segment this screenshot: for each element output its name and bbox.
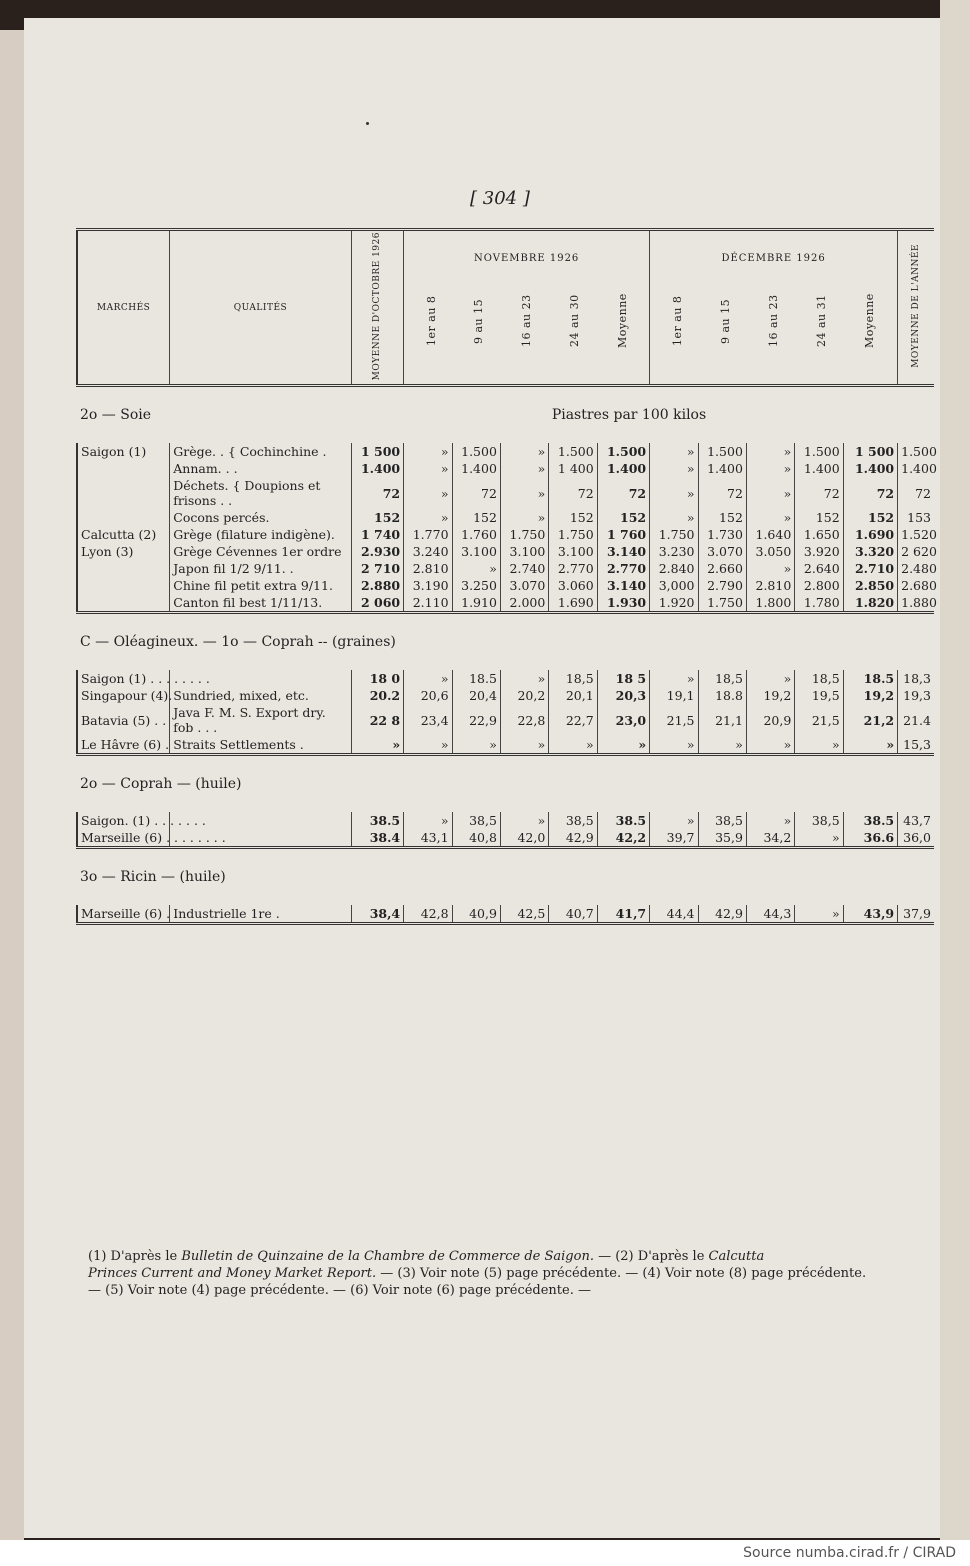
value-cell: 1 500 [843, 443, 897, 460]
quality-cell: Java F. M. S. Export dry. fob . . . [170, 704, 351, 736]
table-row [77, 509, 934, 526]
value-cell: 22,8 [500, 704, 548, 736]
value-cell: 2 620 [898, 543, 934, 560]
value-cell: 21.4 [898, 704, 934, 736]
value-cell: 19,3 [898, 687, 934, 704]
table-body [77, 386, 937, 924]
value-cell: 72 [795, 477, 843, 509]
value-cell: » [597, 736, 649, 755]
value-cell: 42,9 [549, 829, 597, 848]
value-cell: » [650, 443, 698, 460]
value-cell: 3.920 [795, 543, 843, 560]
nov-period: 16 au 23 [520, 294, 534, 348]
value-cell: 1.820 [843, 594, 897, 613]
value-cell: 18 5 [597, 670, 649, 687]
value-cell: 22,9 [452, 704, 500, 736]
value-cell: 3.100 [500, 543, 548, 560]
value-cell: 152 [351, 509, 403, 526]
nov-period: 9 au 15 [472, 298, 486, 344]
quality-cell: Grège. . { Cochinchine . [170, 443, 351, 460]
value-cell: 2.930 [351, 543, 403, 560]
value-cell: 19,2 [843, 687, 897, 704]
table-row [77, 670, 934, 687]
value-cell: 43,9 [843, 905, 897, 924]
header-decembre [650, 230, 898, 386]
value-cell: 1.750 [549, 526, 597, 543]
value-cell: 72 [549, 477, 597, 509]
value-cell: 38.5 [597, 812, 649, 829]
quality-cell: Canton fil best 1/11/13. [170, 594, 351, 613]
value-cell: 72 [898, 477, 934, 509]
value-cell: 19,5 [795, 687, 843, 704]
value-cell: » [795, 829, 843, 848]
value-cell: 1.500 [452, 443, 500, 460]
value-cell: 2.790 [698, 577, 746, 594]
value-cell: 3.060 [549, 577, 597, 594]
value-cell: 23,0 [597, 704, 649, 736]
value-cell: 1 760 [597, 526, 649, 543]
value-cell: 2 060 [351, 594, 403, 613]
value-cell: » [746, 736, 794, 755]
dec-period: 9 au 15 [718, 298, 732, 344]
header-qualites: QUALITÉS [170, 230, 351, 386]
section-title: C — Oléagineux. — 1o — Coprah -- (graines) [80, 634, 396, 651]
market-cell [77, 509, 170, 526]
quality-cell: Sundried, mixed, etc. [170, 687, 351, 704]
value-cell: 153 [898, 509, 934, 526]
value-cell: 3.070 [500, 577, 548, 594]
value-cell: 42,2 [597, 829, 649, 848]
table-row [77, 905, 934, 924]
table-row [77, 594, 934, 613]
nov-period: Moyenne [615, 293, 629, 349]
value-cell: 23,4 [404, 704, 452, 736]
value-cell: » [500, 477, 548, 509]
value-cell: 2.740 [500, 560, 548, 577]
value-cell: 1.760 [452, 526, 500, 543]
value-cell: 2.110 [404, 594, 452, 613]
value-cell: 19,2 [746, 687, 794, 704]
value-cell: » [404, 477, 452, 509]
value-cell: 1.750 [650, 526, 698, 543]
market-cell: Calcutta (2) [77, 526, 170, 543]
value-cell: 18,5 [698, 670, 746, 687]
value-cell: 35,9 [698, 829, 746, 848]
market-cell: Marseille (6) . . . . . . . . [77, 829, 170, 848]
dec-period: 24 au 31 [815, 294, 829, 348]
value-cell: 1.930 [597, 594, 649, 613]
market-cell [77, 560, 170, 577]
value-cell: » [650, 812, 698, 829]
value-cell: » [746, 460, 794, 477]
value-cell: 152 [549, 509, 597, 526]
value-cell: » [650, 460, 698, 477]
value-cell: 3.250 [452, 577, 500, 594]
footnote-line: — (5) Voir note (4) page précédente. — (6) Voir note (6) page précédente. — [88, 1283, 591, 1298]
value-cell: 1.400 [698, 460, 746, 477]
quality-cell: Cocons percés. [170, 509, 351, 526]
value-cell: 36.6 [843, 829, 897, 848]
value-cell: 42,8 [404, 905, 452, 924]
value-cell: » [500, 812, 548, 829]
value-cell: 34,2 [746, 829, 794, 848]
market-cell: Le Hâvre (6) . [77, 736, 170, 755]
value-cell: 44,3 [746, 905, 794, 924]
value-cell: 2.810 [404, 560, 452, 577]
value-cell: 152 [795, 509, 843, 526]
section-title: 3o — Ricin — (huile) [80, 869, 226, 886]
market-cell: Saigon (1) . . . . . . . . [77, 670, 170, 687]
value-cell: 2.850 [843, 577, 897, 594]
value-cell: 15,3 [898, 736, 934, 755]
header-moyenne-annee: MOYENNE DE L'ANNÉE [898, 230, 934, 386]
value-cell: 1.750 [698, 594, 746, 613]
value-cell: 18.5 [452, 670, 500, 687]
value-cell: 20,1 [549, 687, 597, 704]
value-cell: 3.320 [843, 543, 897, 560]
value-cell: 3.070 [698, 543, 746, 560]
market-cell [77, 577, 170, 594]
value-cell: 1.730 [698, 526, 746, 543]
quality-cell: Grège Cévennes 1er ordre [170, 543, 351, 560]
market-cell: Lyon (3) [77, 543, 170, 560]
value-cell: 38.4 [351, 829, 403, 848]
value-cell: 18,5 [549, 670, 597, 687]
value-cell: 20,4 [452, 687, 500, 704]
value-cell: 3.140 [597, 543, 649, 560]
value-cell: 1.800 [746, 594, 794, 613]
value-cell: » [650, 477, 698, 509]
section-title: 2o — Soie [80, 407, 152, 424]
header-novembre [404, 230, 650, 386]
footnote-line: Princes Current and Money Market Report. — (3) Voir note (5) page précédente. — (4) Voir note (8) page précédente. [88, 1266, 867, 1281]
value-cell: » [650, 670, 698, 687]
market-cell: Batavia (5) . . [77, 704, 170, 736]
value-cell: 20.2 [351, 687, 403, 704]
value-cell: 42,5 [500, 905, 548, 924]
value-cell: 1.400 [843, 460, 897, 477]
value-cell: » [795, 905, 843, 924]
value-cell: 72 [698, 477, 746, 509]
value-cell: » [404, 736, 452, 755]
table-row [77, 812, 934, 829]
market-cell: Marseille (6) . . [77, 905, 170, 924]
price-table [76, 228, 937, 925]
market-cell: Saigon. (1) . . . . . . . [77, 812, 170, 829]
value-cell: 1.910 [452, 594, 500, 613]
value-cell: 42,9 [698, 905, 746, 924]
section-title: 2o — Coprah — (huile) [80, 776, 242, 793]
value-cell: 21,1 [698, 704, 746, 736]
value-cell: 2.800 [795, 577, 843, 594]
value-cell: 36,0 [898, 829, 934, 848]
nov-period: 1er au 8 [424, 295, 438, 347]
footnote [88, 1248, 928, 1299]
value-cell: 38,5 [795, 812, 843, 829]
value-cell: » [746, 443, 794, 460]
value-cell: 42,0 [500, 829, 548, 848]
value-cell: 2.660 [698, 560, 746, 577]
value-cell: 72 [597, 477, 649, 509]
market-cell [77, 460, 170, 477]
table-row [77, 577, 934, 594]
value-cell: 1.400 [452, 460, 500, 477]
value-cell: 1.400 [795, 460, 843, 477]
table-row [77, 829, 934, 848]
value-cell: » [698, 736, 746, 755]
value-cell: 20,2 [500, 687, 548, 704]
value-cell: 3.230 [650, 543, 698, 560]
value-cell: 1.400 [351, 460, 403, 477]
value-cell: 22 8 [351, 704, 403, 736]
value-cell: 40,8 [452, 829, 500, 848]
value-cell: 2.840 [650, 560, 698, 577]
value-cell: 21,2 [843, 704, 897, 736]
quality-cell: Chine fil petit extra 9/11. [170, 577, 351, 594]
value-cell: 1.500 [597, 443, 649, 460]
value-cell: 1.500 [549, 443, 597, 460]
value-cell: 18,5 [795, 670, 843, 687]
value-cell: 3.240 [404, 543, 452, 560]
decembre-label: DÉCEMBRE 1926 [721, 253, 826, 264]
value-cell: 38,4 [351, 905, 403, 924]
value-cell: 152 [698, 509, 746, 526]
section-header-row [77, 613, 934, 671]
value-cell: 1.400 [597, 460, 649, 477]
value-cell: 21,5 [650, 704, 698, 736]
value-cell: » [549, 736, 597, 755]
value-cell: » [500, 670, 548, 687]
market-cell [77, 594, 170, 613]
value-cell: 38.5 [351, 812, 403, 829]
table-row [77, 687, 934, 704]
value-cell: 1.780 [795, 594, 843, 613]
value-cell: 43,1 [404, 829, 452, 848]
value-cell: 20,6 [404, 687, 452, 704]
value-cell: 2.480 [898, 560, 934, 577]
value-cell: 3.190 [404, 577, 452, 594]
value-cell: » [746, 812, 794, 829]
value-cell: 152 [843, 509, 897, 526]
value-cell: 72 [452, 477, 500, 509]
header-marches: MARCHÉS [77, 230, 170, 386]
value-cell: 1.500 [795, 443, 843, 460]
value-cell: 1.640 [746, 526, 794, 543]
header-row [77, 230, 934, 386]
value-cell: » [351, 736, 403, 755]
quality-cell: Straits Settlements . [170, 736, 351, 755]
value-cell: 2.000 [500, 594, 548, 613]
table-row [77, 460, 934, 477]
footnote-line: (1) D'après le Bulletin de Quinzaine de la Chambre de Commerce de Saigon. — (2) D'après le Calcutta [88, 1249, 765, 1264]
section-header-row [77, 848, 934, 906]
header-moyenne-octobre: MOYENNE D'OCTOBRE 1926 [351, 230, 403, 386]
value-cell: 2.810 [746, 577, 794, 594]
source-credit: Source numba.cirad.fr / CIRAD [743, 1545, 956, 1561]
value-cell: 18.5 [843, 670, 897, 687]
value-cell: 43,7 [898, 812, 934, 829]
value-cell: 2.710 [843, 560, 897, 577]
section-unit: Piastres par 100 kilos [551, 407, 707, 424]
value-cell: 18.8 [698, 687, 746, 704]
value-cell: » [404, 460, 452, 477]
value-cell: 1 500 [351, 443, 403, 460]
page-edge [940, 0, 970, 1540]
table-row [77, 704, 934, 736]
value-cell: » [746, 477, 794, 509]
dec-period: 1er au 8 [670, 295, 684, 347]
value-cell: » [404, 443, 452, 460]
value-cell: 1.520 [898, 526, 934, 543]
nov-period-headers [407, 286, 646, 356]
value-cell: 2.880 [351, 577, 403, 594]
value-cell: 22,7 [549, 704, 597, 736]
value-cell: » [746, 560, 794, 577]
section-header-row [77, 755, 934, 813]
nov-period: 24 au 30 [567, 294, 581, 348]
quality-cell: Grège (filature indigène). [170, 526, 351, 543]
value-cell: 19,1 [650, 687, 698, 704]
value-cell: » [500, 736, 548, 755]
value-cell: 2.770 [597, 560, 649, 577]
dec-period-headers [653, 286, 894, 356]
value-cell: 3.050 [746, 543, 794, 560]
section-header-row [77, 386, 934, 444]
table-row [77, 443, 934, 460]
table-row [77, 560, 934, 577]
value-cell: 152 [597, 509, 649, 526]
value-cell: 2.680 [898, 577, 934, 594]
value-cell: » [500, 460, 548, 477]
value-cell: » [404, 670, 452, 687]
novembre-label: NOVEMBRE 1926 [473, 253, 580, 264]
market-cell: Singapour (4). [77, 687, 170, 704]
ink-dot [366, 122, 369, 125]
value-cell: 38.5 [843, 812, 897, 829]
quality-cell: Industrielle 1re . [170, 905, 351, 924]
value-cell: 1.650 [795, 526, 843, 543]
value-cell: 44,4 [650, 905, 698, 924]
table-row [77, 736, 934, 755]
value-cell: 1.690 [843, 526, 897, 543]
value-cell: 1.880 [898, 594, 934, 613]
value-cell: 3.100 [452, 543, 500, 560]
value-cell: 38,5 [698, 812, 746, 829]
value-cell: » [650, 509, 698, 526]
value-cell: 1.690 [549, 594, 597, 613]
value-cell: 18,3 [898, 670, 934, 687]
value-cell: 20,9 [746, 704, 794, 736]
value-cell: 3.100 [549, 543, 597, 560]
value-cell: 1.500 [698, 443, 746, 460]
value-cell: 39,7 [650, 829, 698, 848]
value-cell: 20,3 [597, 687, 649, 704]
table-row [77, 477, 934, 509]
value-cell: 40,7 [549, 905, 597, 924]
table-row [77, 543, 934, 560]
value-cell: 18 0 [351, 670, 403, 687]
value-cell: 2.770 [549, 560, 597, 577]
value-cell: 72 [843, 477, 897, 509]
quality-cell: Japon fil 1/2 9/11. . [170, 560, 351, 577]
value-cell: » [500, 443, 548, 460]
value-cell: » [404, 509, 452, 526]
value-cell: 38,5 [452, 812, 500, 829]
value-cell: 1.750 [500, 526, 548, 543]
value-cell: 72 [351, 477, 403, 509]
value-cell: 38,5 [549, 812, 597, 829]
value-cell: » [843, 736, 897, 755]
value-cell: » [746, 670, 794, 687]
market-cell: Saigon (1) [77, 443, 170, 460]
dec-period: 16 au 23 [767, 294, 781, 348]
value-cell: » [452, 560, 500, 577]
market-cell [77, 477, 170, 509]
value-cell: 37,9 [898, 905, 934, 924]
table-row [77, 526, 934, 543]
quality-cell: Annam. . . [170, 460, 351, 477]
value-cell: 1.920 [650, 594, 698, 613]
value-cell: 1 400 [549, 460, 597, 477]
book-spine [0, 30, 24, 1540]
value-cell: » [746, 509, 794, 526]
value-cell: » [795, 736, 843, 755]
value-cell: 2.640 [795, 560, 843, 577]
value-cell: 2 710 [351, 560, 403, 577]
value-cell: 40,9 [452, 905, 500, 924]
value-cell: 1.500 [898, 443, 934, 460]
dec-period: Moyenne [863, 293, 877, 349]
value-cell: 41,7 [597, 905, 649, 924]
value-cell: 152 [452, 509, 500, 526]
value-cell: 3,000 [650, 577, 698, 594]
page-number: [ 304 ] [470, 188, 530, 209]
value-cell: 1 740 [351, 526, 403, 543]
value-cell: 3.140 [597, 577, 649, 594]
value-cell: 1.400 [898, 460, 934, 477]
value-cell: » [650, 736, 698, 755]
value-cell: » [500, 509, 548, 526]
value-cell: 1.770 [404, 526, 452, 543]
value-cell: 21,5 [795, 704, 843, 736]
value-cell: » [452, 736, 500, 755]
quality-cell: Déchets. { Doupions et frisons . . [170, 477, 351, 509]
value-cell: » [404, 812, 452, 829]
